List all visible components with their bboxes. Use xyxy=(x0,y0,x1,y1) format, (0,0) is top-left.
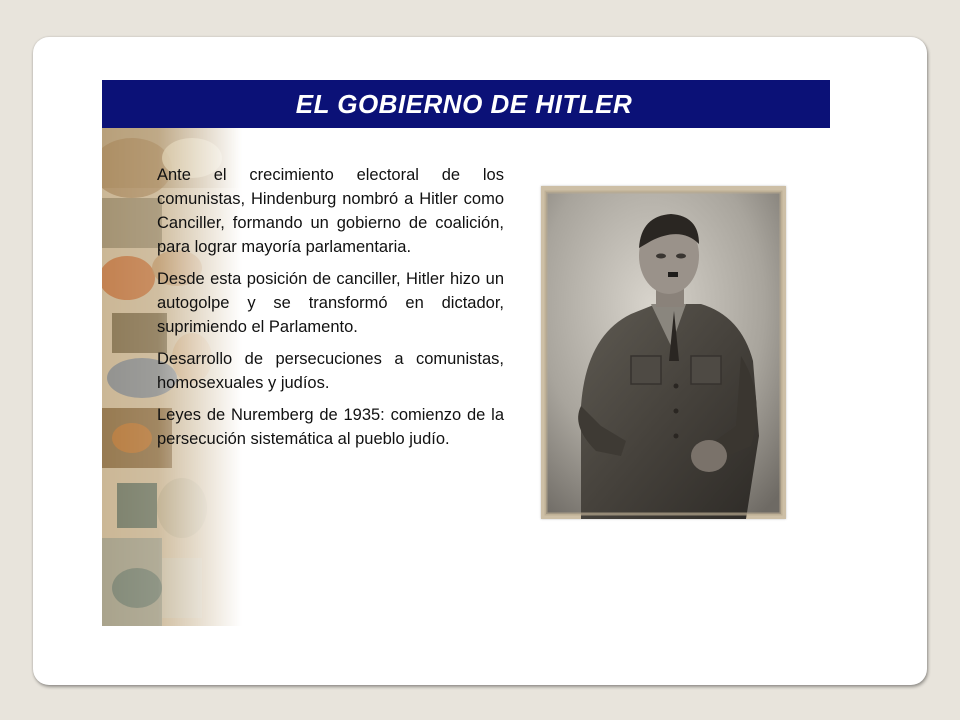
paragraph-1: Ante el crecimiento electoral de los comunistas, Hindenburg nombró a Hitler como Canciller, formando un gobierno de coalición, para lograr mayoría parlamentaria. xyxy=(157,166,504,256)
slide-title: EL GOBIERNO DE HITLER xyxy=(295,88,633,119)
paragraph-4: Leyes de Nuremberg de 1935: comienzo de la persecución sistemática al pueblo judío. xyxy=(157,406,504,448)
portrait-photo xyxy=(541,186,786,519)
title-bar xyxy=(102,80,830,128)
body-text xyxy=(157,163,504,459)
paragraph-3: Desarrollo de persecuciones a comunistas, homosexuales y judíos. xyxy=(157,350,504,392)
paragraph-2: Desde esta posición de canciller, Hitler hizo un autogolpe y se transformó en dictador, suprimiendo el Parlamento. xyxy=(157,270,504,336)
